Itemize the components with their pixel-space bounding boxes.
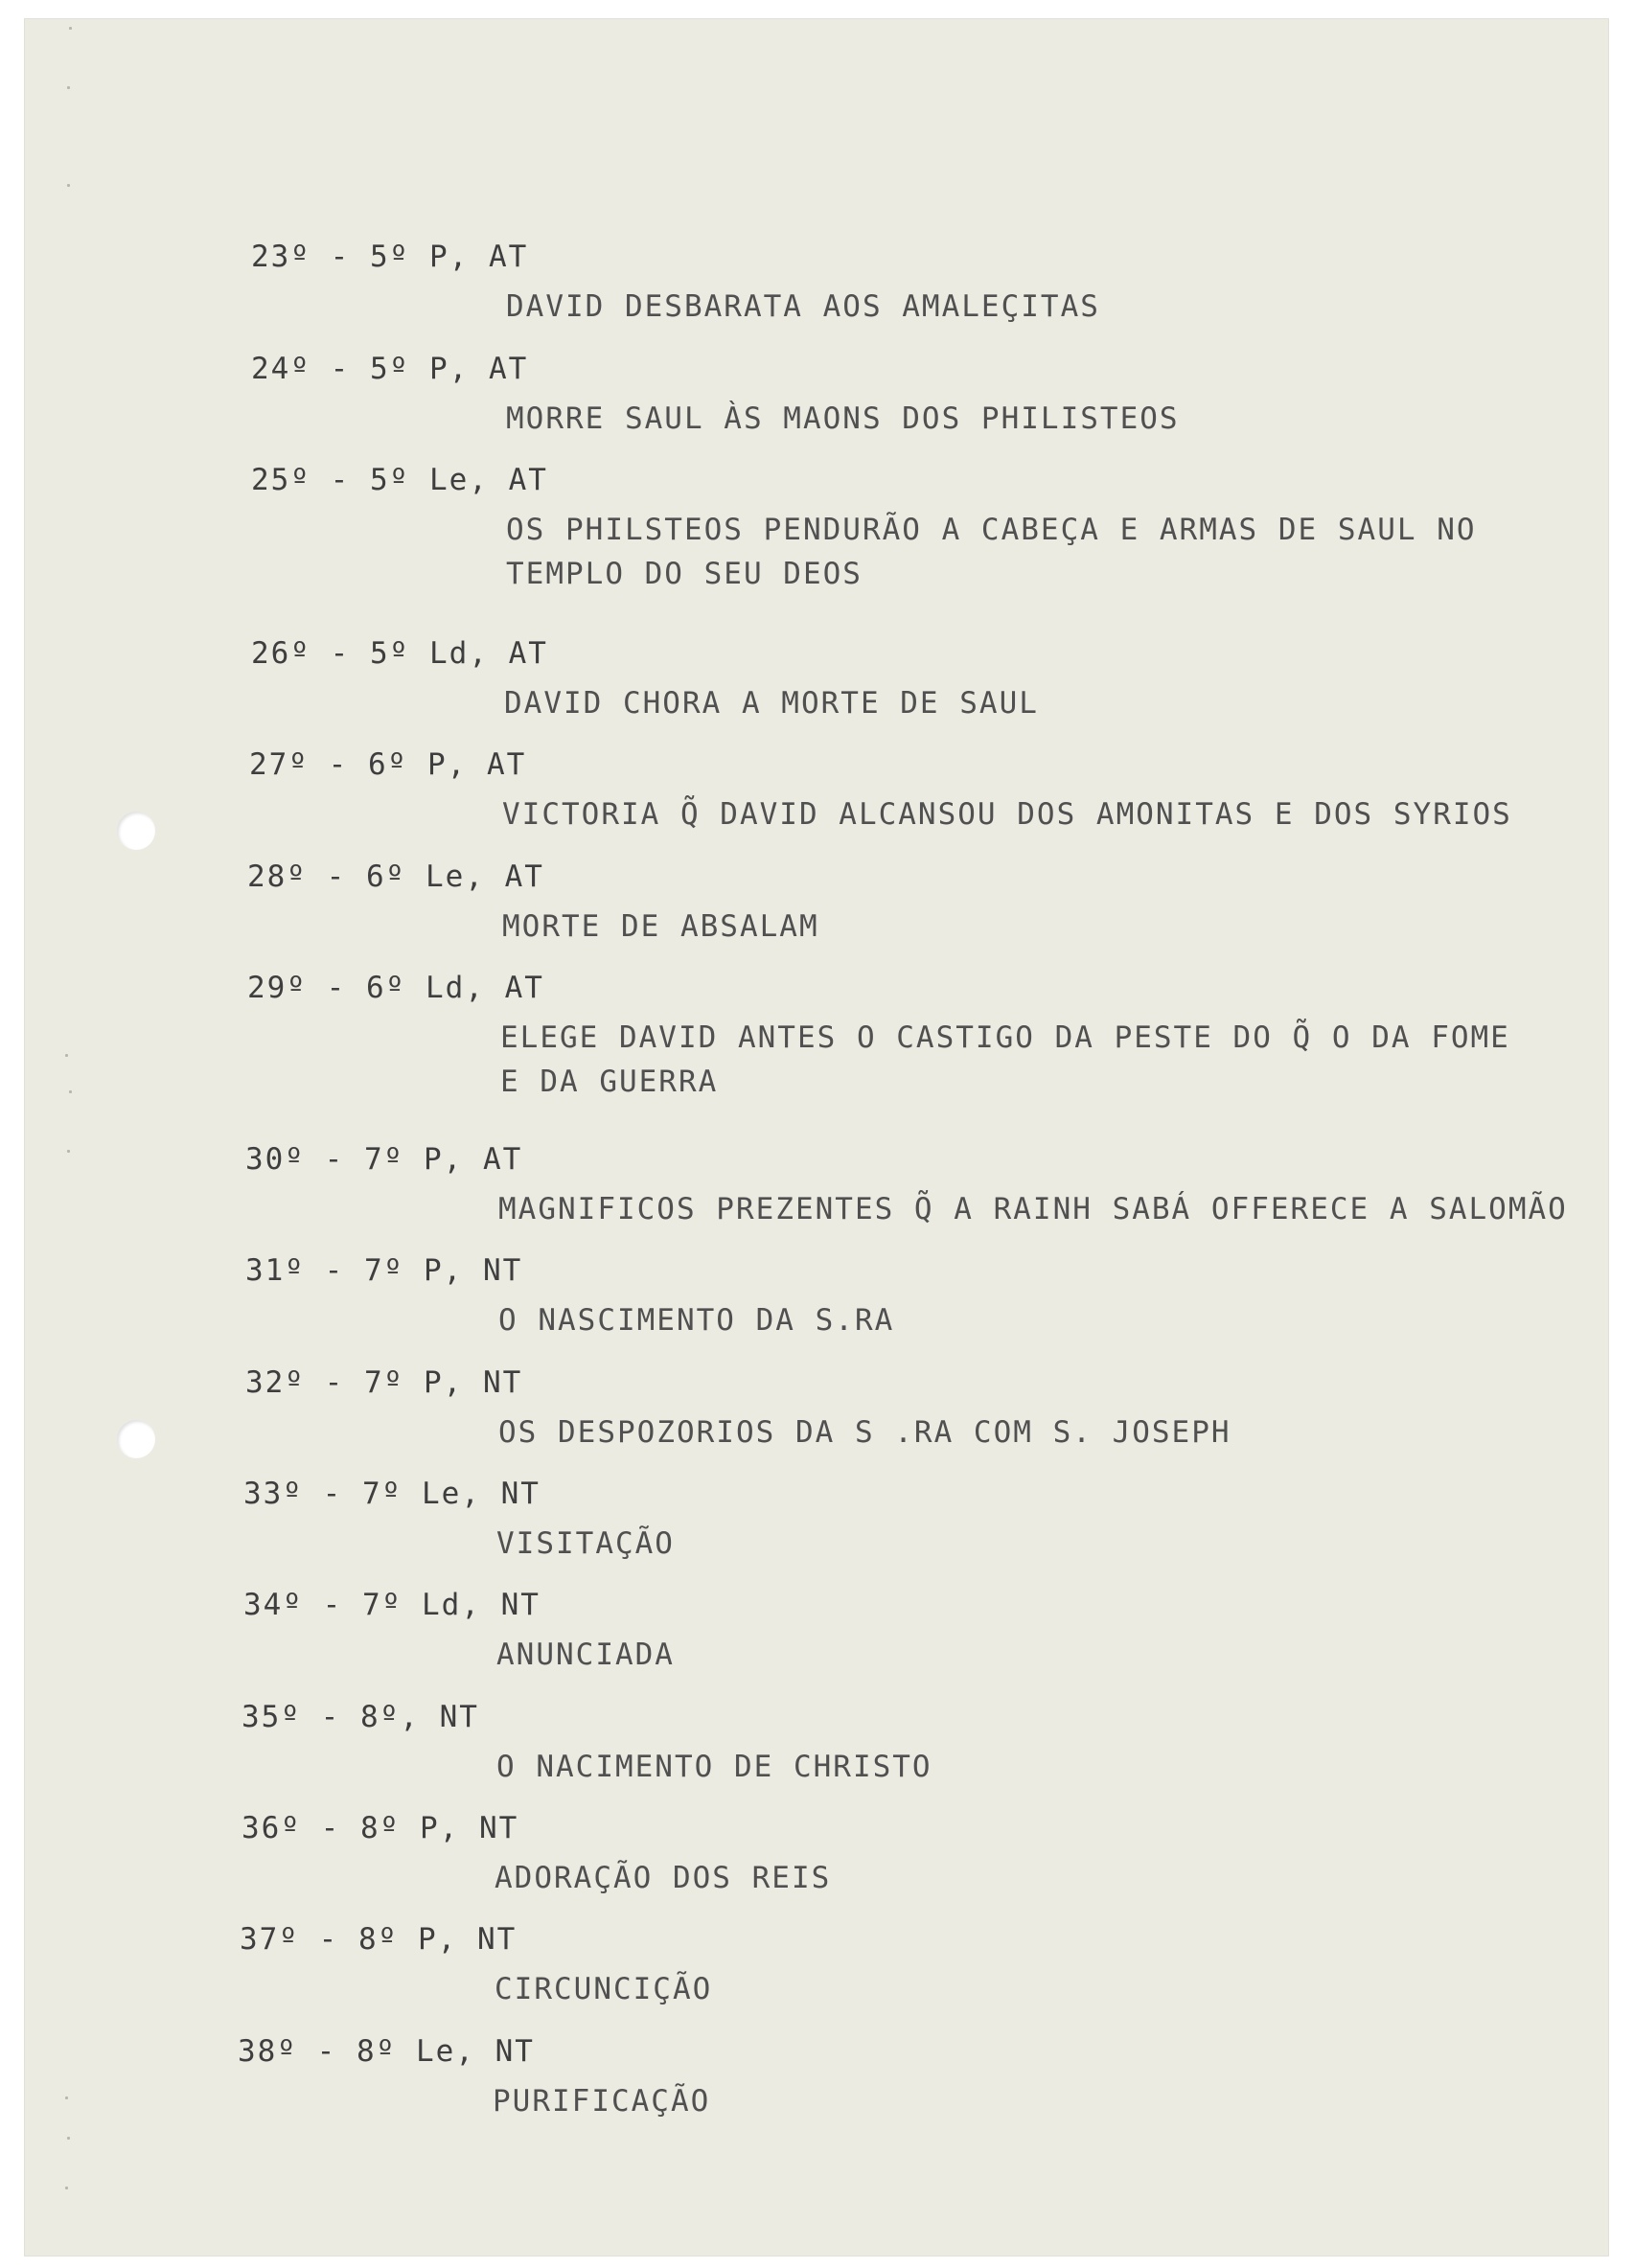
entry-heading: 26º - 5º Ld, AT bbox=[251, 636, 548, 671]
entry-description: ELEGE DAVID ANTES O CASTIGO DA PESTE DO Q̃ O DA FOME bbox=[500, 1020, 1510, 1055]
entry-description: CIRCUNCIÇÃO bbox=[495, 1972, 713, 2006]
entry-description: E DA GUERRA bbox=[500, 1065, 719, 1099]
entry-description: VISITAÇÃO bbox=[496, 1526, 675, 1561]
entry-heading: 35º - 8º, NT bbox=[242, 1700, 479, 1734]
entry-description: O NASCIMENTO DA S.RA bbox=[498, 1303, 895, 1338]
entry-heading: 30º - 7º P, AT bbox=[245, 1142, 523, 1177]
entry-heading: 27º - 6º P, AT bbox=[249, 747, 527, 782]
entry-description: MORTE DE ABSALAM bbox=[502, 909, 819, 944]
entry-heading: 38º - 8º Le, NT bbox=[238, 2034, 535, 2069]
entry-heading: 33º - 7º Le, NT bbox=[243, 1477, 541, 1511]
entry-heading: 34º - 7º Ld, NT bbox=[243, 1588, 541, 1622]
entry-description: MORRE SAUL ÀS MAONS DOS PHILISTEOS bbox=[506, 401, 1180, 436]
entry-heading: 29º - 6º Ld, AT bbox=[247, 971, 544, 1005]
entry-description: VICTORIA Q̃ DAVID ALCANSOU DOS AMONITAS E DOS SYRIOS bbox=[502, 797, 1512, 832]
entry-description: O NACIMENTO DE CHRISTO bbox=[496, 1750, 932, 1784]
entry-list bbox=[25, 19, 1608, 2256]
entry-description: DAVID CHORA A MORTE DE SAUL bbox=[504, 686, 1039, 721]
entry-description: TEMPLO DO SEU DEOS bbox=[506, 557, 863, 591]
entry-description: MAGNIFICOS PREZENTES Q̃ A RAINH SABÁ OFFERECE A SALOMÃO bbox=[498, 1192, 1568, 1226]
entry-heading: 36º - 8º P, NT bbox=[242, 1811, 519, 1845]
entry-heading: 23º - 5º P, AT bbox=[251, 240, 529, 274]
entry-heading: 25º - 5º Le, AT bbox=[251, 463, 548, 497]
entry-heading: 31º - 7º P, NT bbox=[245, 1253, 523, 1288]
entry-heading: 37º - 8º P, NT bbox=[240, 1922, 518, 1957]
entry-description: DAVID DESBARATA AOS AMALEÇITAS bbox=[506, 289, 1100, 324]
entry-description: ADORAÇÃO DOS REIS bbox=[495, 1861, 832, 1895]
entry-description: OS PHILSTEOS PENDURÃO A CABEÇA E ARMAS DE SAUL NO bbox=[506, 513, 1477, 547]
entry-description: ANUNCIADA bbox=[496, 1638, 675, 1672]
document-page bbox=[25, 19, 1608, 2256]
entry-heading: 28º - 6º Le, AT bbox=[247, 859, 544, 894]
entry-description: PURIFICAÇÃO bbox=[493, 2084, 711, 2119]
entry-heading: 32º - 7º P, NT bbox=[245, 1365, 523, 1400]
entry-description: OS DESPOZORIOS DA S .RA COM S. JOSEPH bbox=[498, 1415, 1231, 1450]
entry-heading: 24º - 5º P, AT bbox=[251, 352, 529, 386]
